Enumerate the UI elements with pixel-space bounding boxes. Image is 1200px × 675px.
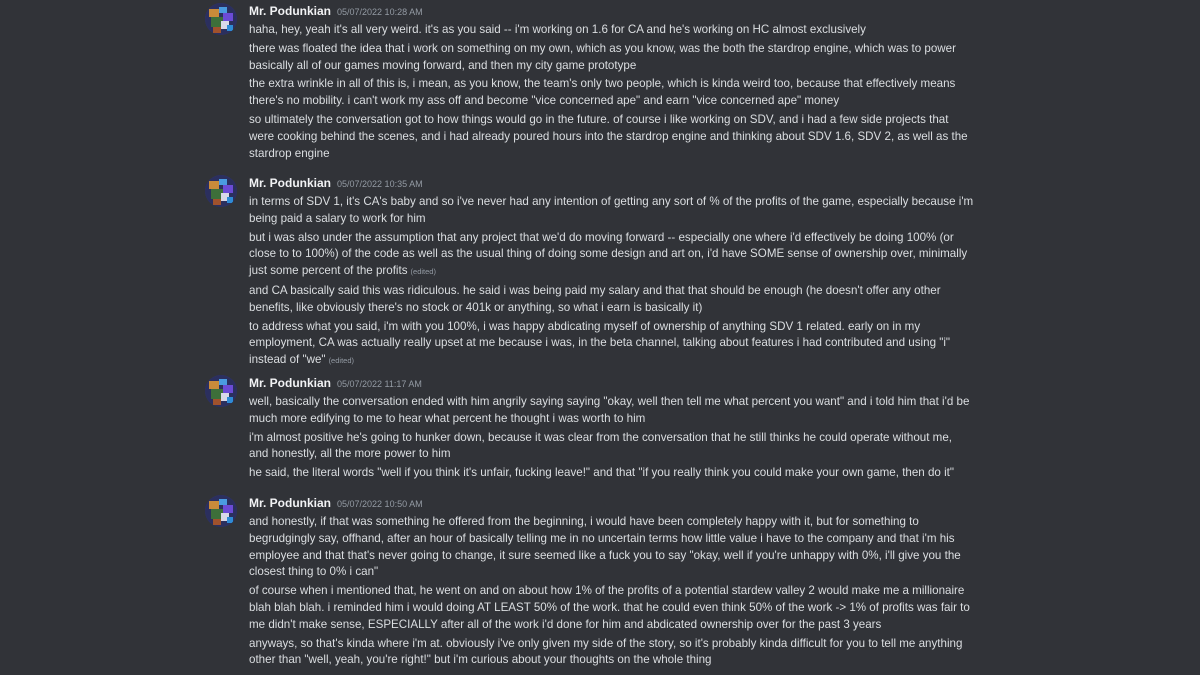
message-line-text: so ultimately the conversation got to how things would go in the future. of course i like working on SDV, and i had a few side projects that	[249, 112, 949, 126]
message-timestamp: 05/07/2022 10:28 AM	[337, 7, 423, 17]
message-line	[249, 93, 1195, 110]
message-line	[249, 283, 1195, 300]
message-text	[249, 583, 1195, 633]
edited-label: (edited)	[328, 356, 354, 366]
author-name[interactable]: Mr. Podunkian	[249, 4, 332, 18]
message-line-text: other than "well, yeah, you're right!" but i'm curious about your thoughts on the whole thing	[249, 653, 712, 667]
author-name[interactable]: Mr. Podunkian	[249, 376, 332, 390]
message-line	[249, 446, 1195, 463]
message-group	[205, 495, 1195, 669]
message-line-text: me didn't make sense, ESPECIALLY after all of the work i'd done for him and abdicated ownership over for the past 3 years	[249, 617, 882, 631]
message-header	[249, 175, 1195, 192]
message-header	[249, 3, 1195, 20]
message-line	[249, 41, 1195, 58]
message-line-text: to address what you said, i'm with you 100%, i was happy abdicating myself of ownership of anything SDV 1 related. early on in my	[249, 319, 921, 333]
message-line-text: in terms of SDV 1, it's CA's baby and so i've never had any intention of getting any sort of % of the profits of the game, especially because i'm	[249, 195, 974, 208]
message-line-text: the extra wrinkle in all of this is, i mean, as you know, the team's only two people, which is kinda weird too, because that effectively means	[249, 77, 956, 91]
message-line-text: closest thing to 0% i can"	[249, 565, 379, 579]
author-name[interactable]: Mr. Podunkian	[249, 496, 332, 510]
message-content	[249, 375, 1195, 482]
message-line	[249, 617, 1195, 634]
message-line-text: of course when i mentioned that, he went on and on about how 1% of the profits of a potential stardew valley 2 would make me a millionaire	[249, 584, 965, 598]
message-line	[249, 600, 1195, 617]
message-line-text: employment, CA was actually really upset at me because i was, in the beta channel, talking about features i had contributed and using "i"	[249, 336, 951, 350]
message-line-text: blah blah blah. i reminded him i would doing AT LEAST 50% of the work. that he could even think 50% of the work -> 1% of profits was fair to	[249, 600, 970, 614]
message-text	[249, 319, 1195, 370]
user-avatar[interactable]	[205, 375, 237, 407]
message-line	[249, 564, 1195, 581]
user-avatar[interactable]	[205, 3, 237, 35]
message-line	[249, 112, 1195, 129]
message-text	[249, 41, 1195, 75]
message-line	[249, 230, 1195, 247]
message-line	[249, 465, 1195, 482]
message-content	[249, 495, 1195, 669]
message-line-text: close to to 100%) of the code as well as the usual thing of doing some design and art on, i'd have SOME sense of ownership over, minimally	[249, 247, 968, 261]
message-line-text: instead of "we"	[249, 353, 326, 367]
message-header	[249, 495, 1195, 512]
message-line-text: haha, hey, yeah it's all very weird. it's as you said -- i'm working on 1.6 for CA and he's working on HC almost exclusively	[249, 23, 866, 36]
message-line	[249, 263, 1195, 281]
message-text	[249, 465, 1195, 482]
message-line	[249, 352, 1195, 370]
message-line-text: he said, the literal words "well if you think it's unfair, fucking leave!" and that "if you really think you could make your own game, then do it"	[249, 466, 955, 480]
message-group	[205, 175, 1195, 370]
message-timestamp: 05/07/2022 10:35 AM	[337, 179, 423, 189]
message-line-text: well, basically the conversation ended with him angrily saying saying "okay, well then tell me what percent you want" and i told him that i'd be	[249, 395, 970, 408]
message-line-text: basically all of our games moving forward, and then my city game prototype	[249, 58, 637, 72]
message-line	[249, 411, 1195, 428]
message-line-text: just some percent of the profits	[249, 264, 408, 278]
message-line	[249, 652, 1195, 669]
message-line	[249, 58, 1195, 75]
message-line	[249, 394, 1195, 411]
message-group	[205, 375, 1195, 482]
message-header	[249, 375, 1195, 392]
message-line	[249, 636, 1195, 653]
message-line	[249, 146, 1195, 163]
message-line	[249, 246, 1195, 263]
message-text	[249, 394, 1195, 428]
message-timestamp: 05/07/2022 10:50 AM	[337, 499, 423, 509]
message-line	[249, 531, 1195, 548]
message-line-text: benefits, like obviously there's no stock or 401k or anything, so what i earn is basically it)	[249, 300, 703, 314]
message-text	[249, 22, 1195, 39]
message-text	[249, 430, 1195, 464]
message-text	[249, 112, 1195, 162]
message-line-text: and honestly, all the more power to him	[249, 447, 451, 461]
message-text	[249, 194, 1195, 228]
message-line-text: and CA basically said this was ridiculous. he said i was being paid my salary and that that should be enough (he doesn't offer any other	[249, 283, 941, 297]
message-line-text: were cooking behind the scenes, and i had already poured hours into the stardrop engine and thinking about SDV 1.6, SDV 2, as well as the	[249, 129, 968, 143]
author-name[interactable]: Mr. Podunkian	[249, 176, 332, 190]
message-line-text: much more edifying to me to hear what percent he thought i was worth to him	[249, 411, 646, 425]
message-content	[249, 175, 1195, 370]
message-timestamp: 05/07/2022 11:17 AM	[337, 379, 422, 389]
message-line-text: being paid a salary to work for him	[249, 211, 426, 225]
message-line	[249, 22, 1195, 39]
message-line-text: stardrop engine	[249, 146, 330, 160]
message-text	[249, 76, 1195, 110]
message-line-text: but i was also under the assumption that any project that we'd do moving forward -- especially one where i'd effectively be doing 100% (or	[249, 230, 954, 244]
user-avatar[interactable]	[205, 495, 237, 527]
message-line	[249, 583, 1195, 600]
message-line	[249, 129, 1195, 146]
message-line	[249, 194, 1195, 211]
message-line-text: there's no mobility. i can't work my ass off and become "vice concerned ape" and earn "vice concerned ape" money	[249, 94, 840, 108]
message-line	[249, 76, 1195, 93]
message-text	[249, 636, 1195, 670]
message-line	[249, 514, 1195, 531]
message-line	[249, 335, 1195, 352]
message-line	[249, 319, 1195, 336]
message-line-text: employee and that that's never going to change, it sure seemed like a fuck you to say "okay, well if you're unhappy with 0%, i'll give you the	[249, 548, 961, 562]
message-text	[249, 514, 1195, 581]
message-line	[249, 548, 1195, 565]
message-line	[249, 430, 1195, 447]
message-line-text: there was floated the idea that i work on something on my own, which as you know, was the both the stardrop engine, which was to power	[249, 41, 956, 55]
message-line	[249, 211, 1195, 228]
edited-label: (edited)	[410, 267, 436, 277]
message-line-text: i'm almost positive he's going to hunker down, because it was clear from the conversation that he still thinks he could operate without me,	[249, 430, 952, 444]
message-content	[249, 3, 1195, 162]
message-line-text: anyways, so that's kinda where i'm at. obviously i've only given my side of the story, so it's probably kinda difficult for you to tell me anything	[249, 636, 963, 650]
message-line-text: and honestly, if that was something he offered from the beginning, i would have been completely happy with it, but for something to	[249, 515, 919, 528]
user-avatar[interactable]	[205, 175, 237, 207]
message-group	[205, 3, 1195, 162]
message-line	[249, 300, 1195, 317]
message-text	[249, 230, 1195, 281]
message-line-text: begrudgingly say, offhand, after an hour of basically telling me in no uncertain terms how little value i have to the company and that i'm his	[249, 531, 955, 545]
message-text	[249, 283, 1195, 317]
